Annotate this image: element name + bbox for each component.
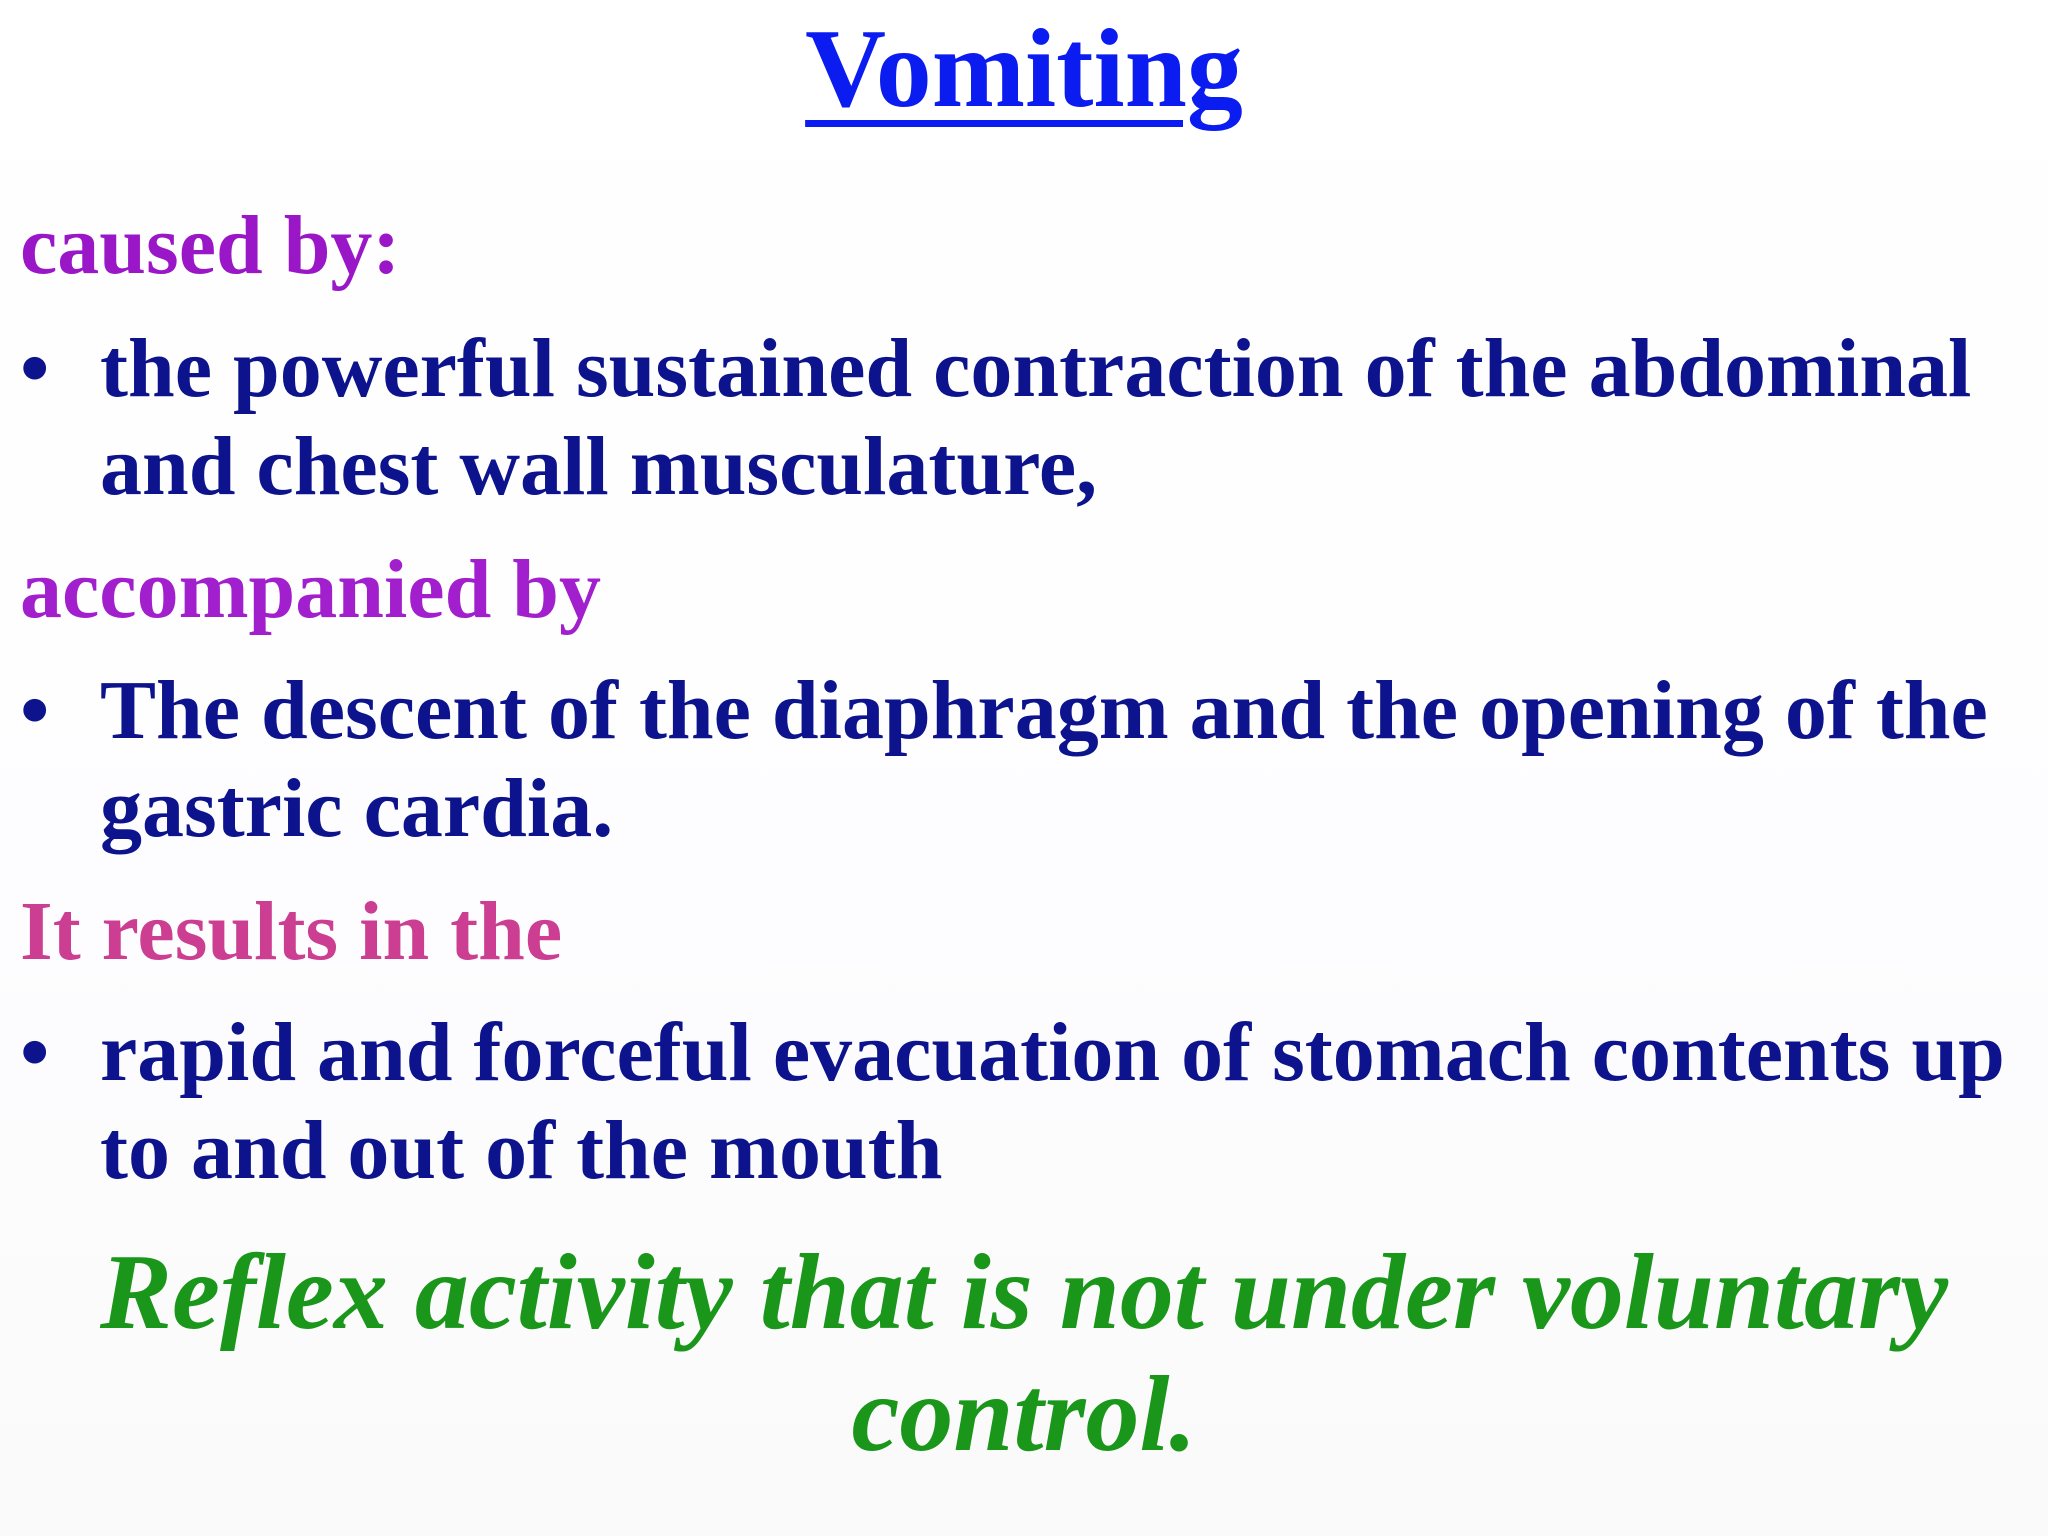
slide-title: Vomiting xyxy=(805,7,1243,131)
heading-accompanied-by: accompanied by xyxy=(20,543,602,636)
bullet-dot: • xyxy=(20,322,50,415)
bullet-item-diaphragm xyxy=(20,662,2030,858)
bullet-dot: • xyxy=(20,1006,50,1099)
bullet-item-evacuation xyxy=(20,1004,2030,1200)
bullet-text: rapid and forceful evacuation of stomach contents up to and out of the mouth xyxy=(100,1006,2005,1197)
heading-results-in: It results in the xyxy=(20,885,563,978)
bullet-dot: • xyxy=(20,664,50,757)
bullet-text: the powerful sustained contraction of the abdominal and chest wall musculature, xyxy=(100,322,1972,513)
bullet-item-contraction xyxy=(20,320,2030,516)
heading-caused-by: caused by: xyxy=(20,199,401,292)
conclusion-statement: Reflex activity that is not under voluntary control. xyxy=(99,1233,1949,1474)
bullet-text: The descent of the diaphragm and the opening of the gastric cardia. xyxy=(100,664,1988,855)
